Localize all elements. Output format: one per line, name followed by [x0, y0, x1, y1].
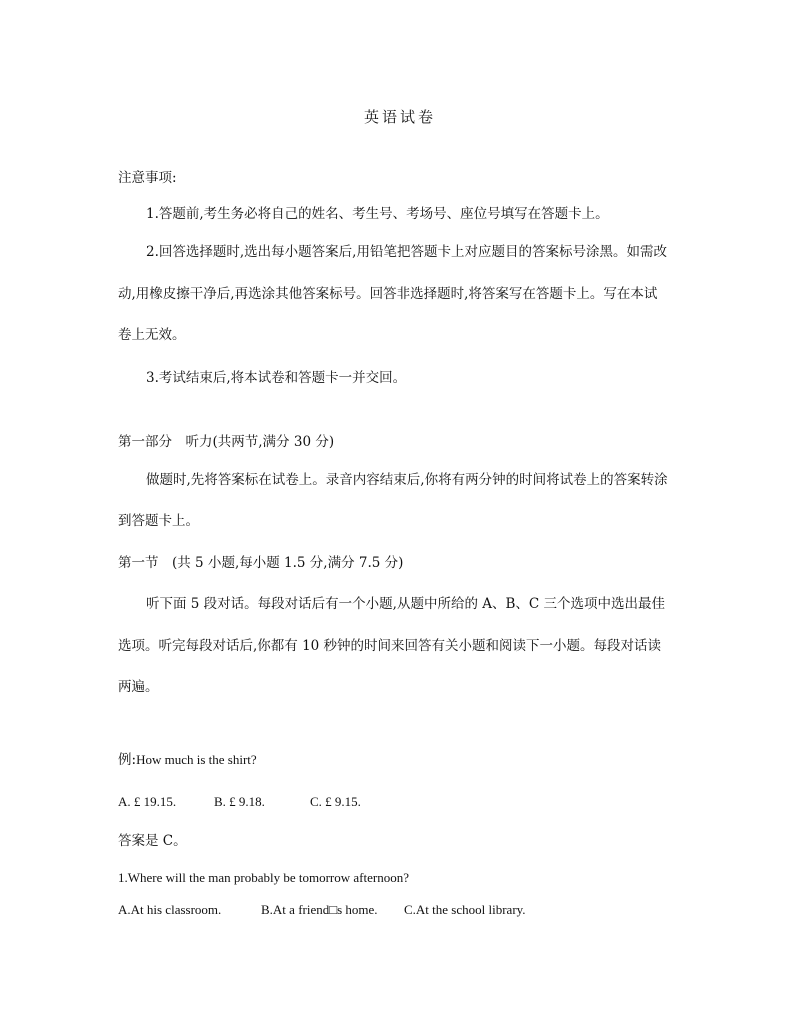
section1-instr-line-1: 听下面 5 段对话。每段对话后有一个小题,从题中所给的 A、B、C 三个选项中选出最佳 [146, 596, 666, 612]
note-item-3: 3.考试结束后,将本试卷和答题卡一并交回。 [146, 370, 407, 386]
example-option-b: B. £ 9.18. [214, 794, 265, 809]
example-label: 例: [118, 752, 137, 768]
question-1-option-c: C.At the school library. [404, 902, 526, 917]
example-option-a: A. £ 19.15. [118, 794, 177, 809]
note-item-2-line-3: 卷上无效。 [118, 327, 186, 343]
question-1-option-b: B.At a friend□s home. [261, 902, 378, 917]
part1-intro-line-1: 做题时,先将答案标在试卷上。录音内容结束后,你将有两分钟的时间将试卷上的答案转涂 [146, 472, 668, 488]
part1-intro-line-2: 到答题卡上。 [118, 513, 199, 529]
note-item-1: 1.答题前,考生务必将自己的姓名、考生号、考场号、座位号填写在答题卡上。 [146, 206, 609, 222]
example-question [118, 750, 257, 770]
example-answer: 答案是 C。 [118, 833, 187, 849]
question-1-option-a: A.At his classroom. [118, 902, 222, 917]
note-item-2-line-2: 动,用橡皮擦干净后,再选涂其他答案标号。回答非选择题时,将答案写在答题卡上。写在本试 [118, 286, 658, 302]
page-title: 英语试卷 [363, 108, 436, 126]
example-question-text: How much is the shirt? [136, 752, 257, 767]
section1-instr-line-3: 两遍。 [118, 679, 159, 695]
question-1: 1.Where will the man probably be tomorrow afternoon? [118, 870, 409, 885]
example-option-c: C. £ 9.15. [310, 794, 361, 809]
note-item-2-line-1: 2.回答选择题时,选出每小题答案后,用铅笔把答题卡上对应题目的答案标号涂黑。如需改 [146, 244, 667, 260]
section1-instr-line-2: 选项。听完每段对话后,你都有 10 秒钟的时间来回答有关小题和阅读下一小题。每段对话读 [118, 638, 662, 654]
part1-heading: 第一部分 听力(共两节,满分 30 分) [118, 434, 335, 450]
notes-heading: 注意事项: [118, 170, 177, 186]
section1-heading: 第一节 (共 5 小题,每小题 1.5 分,满分 7.5 分) [118, 555, 404, 571]
